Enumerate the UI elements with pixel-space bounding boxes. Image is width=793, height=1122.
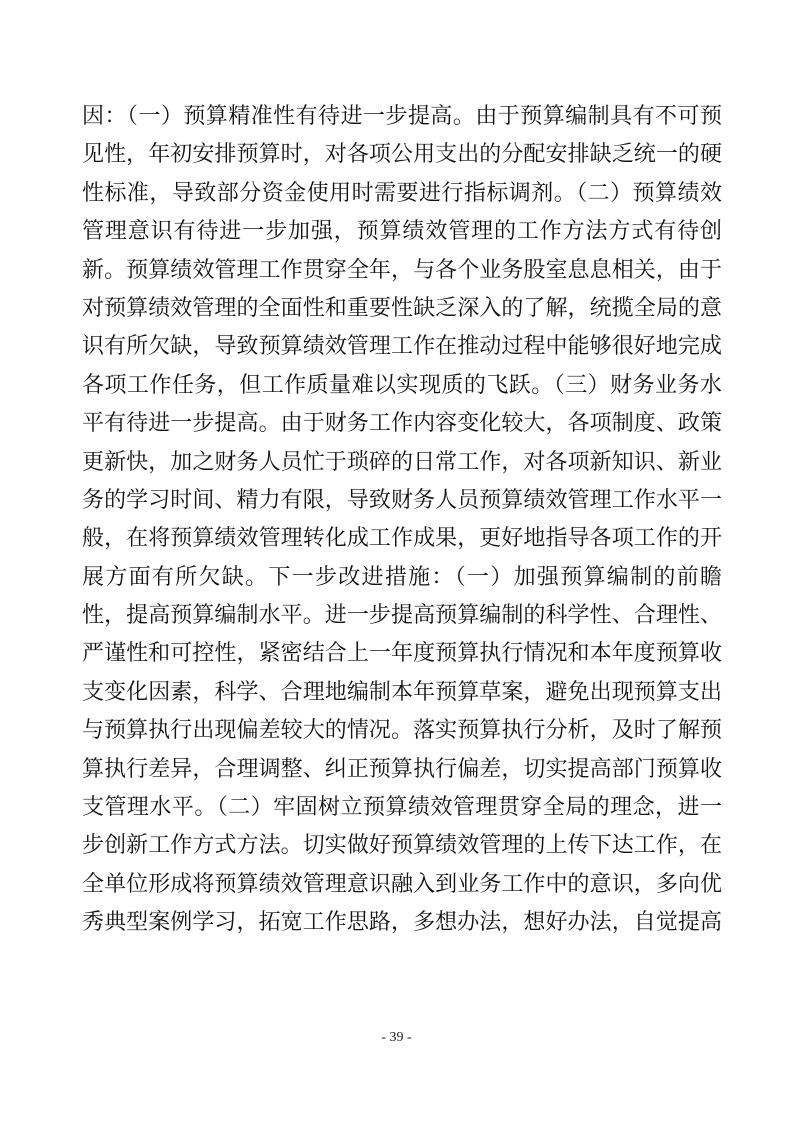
text-line: 全单位形成将预算绩效管理意识融入到业务工作中的意识，多向优 [82, 871, 722, 897]
text-line: 展方面有所欠缺。下一步改进措施：（一）加强预算编制的前瞻 [82, 564, 722, 590]
text-line: 因：（一）预算精准性有待进一步提高。由于预算编制具有不可预 [82, 104, 722, 129]
text-line: 管理意识有待进一步加强，预算绩效管理的工作方法方式有待创 [82, 219, 722, 245]
text-line: 与预算执行出现偏差较大的情况。落实预算执行分析，及时了解预 [82, 718, 722, 744]
text-line: 对预算绩效管理的全面性和重要性缺乏深入的了解，统揽全局的意 [82, 295, 722, 321]
text-line: 步创新工作方式方法。切实做好预算绩效管理的上传下达工作，在 [82, 833, 722, 859]
text-line: 支管理水平。（二）牢固树立预算绩效管理贯穿全局的理念，进一 [82, 795, 722, 821]
text-line: 性标准，导致部分资金使用时需要进行指标调剂。（二）预算绩效 [82, 180, 722, 206]
text-line: 更新快，加之财务人员忙于琐碎的日常工作，对各项新知识、新业 [82, 449, 722, 475]
text-line: 算执行差异，合理调整、纠正预算执行偏差，切实提高部门预算收 [82, 756, 722, 782]
text-line: 性，提高预算编制水平。进一步提高预算编制的科学性、合理性、 [82, 603, 722, 629]
text-line: 秀典型案例学习，拓宽工作思路，多想办法，想好办法，自觉提高 [82, 910, 722, 936]
text-line: 般，在将预算绩效管理转化成工作成果，更好地指导各项工作的开 [82, 526, 722, 552]
body-text [82, 98, 722, 943]
text-line: 识有所欠缺，导致预算绩效管理工作在推动过程中能够很好地完成 [82, 334, 722, 360]
page-number: - 39 - [381, 1030, 412, 1045]
text-line: 平有待进一步提高。由于财务工作内容变化较大，各项制度、政策 [82, 411, 722, 437]
text-line: 严谨性和可控性，紧密结合上一年度预算执行情况和本年度预算收 [82, 641, 722, 667]
text-line: 新。预算绩效管理工作贯穿全年，与各个业务股室息息相关，由于 [82, 257, 722, 283]
text-line: 支变化因素，科学、合理地编制本年预算草案，避免出现预算支出 [82, 679, 722, 705]
text-line: 见性，年初安排预算时，对各项公用支出的分配安排缺乏统一的硬 [82, 142, 722, 168]
text-line: 务的学习时间、精力有限，导致财务人员预算绩效管理工作水平一 [82, 487, 722, 513]
text-line: 各项工作任务，但工作质量难以实现质的飞跃。（三）财务业务水 [82, 372, 722, 398]
